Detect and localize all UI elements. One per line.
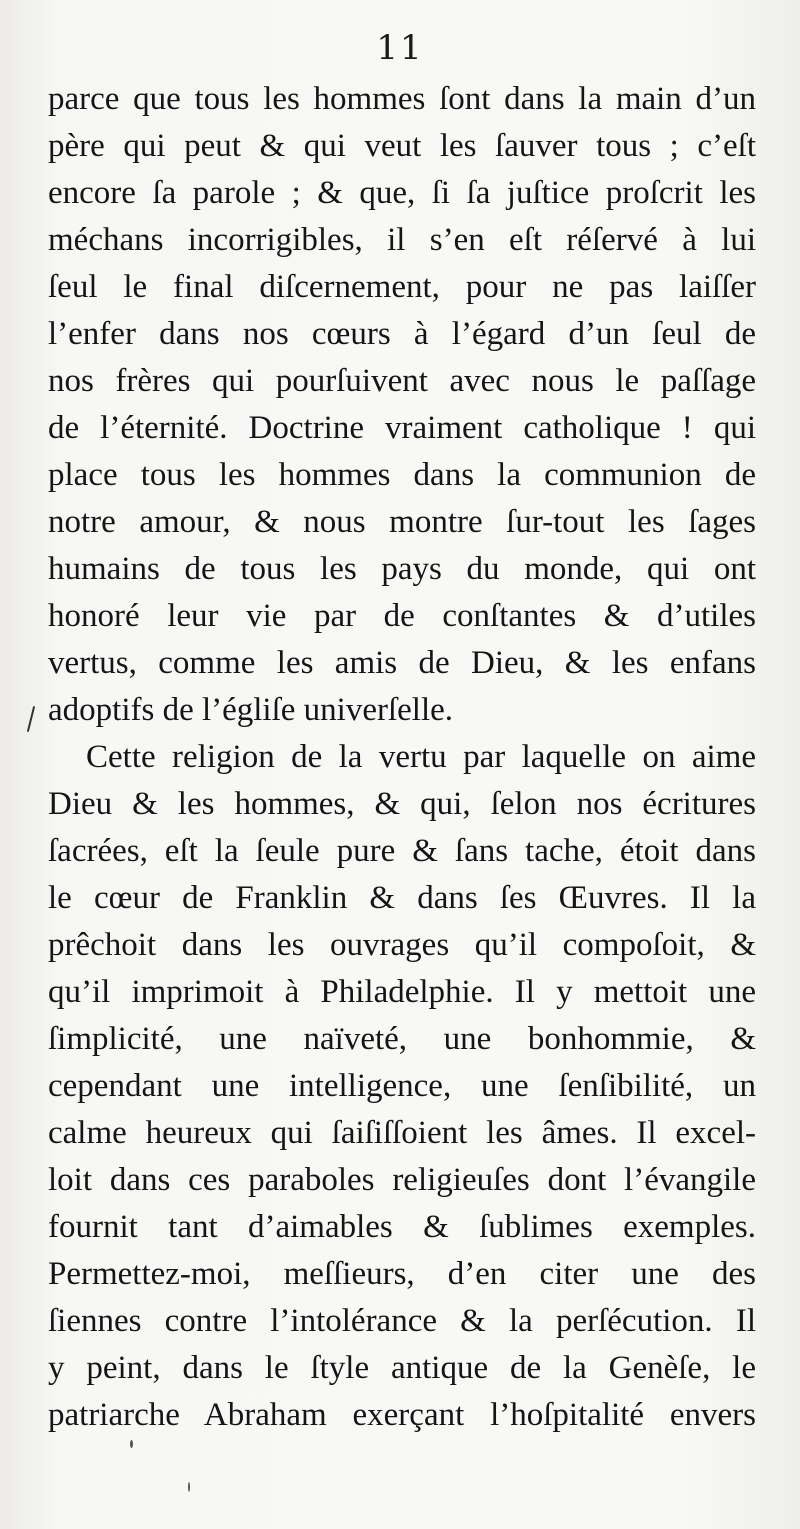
text-line: de l’éternité. Doctrine vraiment catholique ! qui	[48, 410, 756, 446]
text-line: ſiennes contre l’intolérance & la perſécution. Il	[48, 1303, 756, 1339]
text-line: calme heureux qui ſaiſiſſoient les âmes. Il excel-	[48, 1115, 756, 1151]
text-line: cependant une intelligence, une ſenſibilité, un	[48, 1068, 756, 1104]
text-line: humains de tous les pays du monde, qui ont	[48, 551, 756, 587]
text-line: le cœur de Franklin & dans ſes Œuvres. Il la	[48, 880, 756, 916]
text-line: prêchoit dans les ouvrages qu’il compoſoit, &	[48, 927, 756, 963]
text-line: notre amour, & nous montre ſur-tout les ſages	[48, 504, 756, 540]
text-line: ſeul le final diſcernement, pour ne pas laiſſer	[48, 269, 756, 305]
text-line: parce que tous les hommes ſont dans la main d’un	[48, 81, 756, 117]
text-line: l’enfer dans nos cœurs à l’égard d’un ſeul de	[48, 316, 756, 352]
text-line: place tous les hommes dans la communion de	[48, 457, 756, 493]
ink-speck	[130, 1440, 133, 1448]
text-line: méchans incorrigibles, il s’en eſt réſervé à lui	[48, 222, 756, 258]
ink-speck	[188, 1482, 190, 1492]
text-line: loit dans ces paraboles religieuſes dont l’évangile	[48, 1162, 756, 1198]
text-line: y peint, dans le ſtyle antique de la Genèſe, le	[48, 1350, 756, 1386]
text-line: Dieu & les hommes, & qui, ſelon nos écritures	[48, 786, 756, 822]
text-line: ſacrées, eſt la ſeule pure & ſans tache, étoit dans	[48, 833, 756, 869]
margin-mark	[27, 706, 35, 732]
text-line: encore ſa parole ; & que, ſi ſa juſtice proſcrit les	[48, 175, 756, 211]
text-line: Permettez-moi, meſſieurs, d’en citer une des	[48, 1256, 756, 1292]
text-line: honoré leur vie par de conſtantes & d’utiles	[48, 598, 756, 634]
body-text	[48, 76, 756, 1439]
text-line: qu’il imprimoit à Philadelphie. Il y mettoit une	[48, 974, 756, 1010]
text-line: père qui peut & qui veut les ſauver tous ; c’eſt	[48, 128, 756, 164]
paragraph-start-line: Cette religion de la vertu par laquelle on aime	[86, 739, 756, 775]
text-line: patriarche Abraham exerçant l’hoſpitalité envers	[48, 1397, 756, 1433]
text-line: vertus, comme les amis de Dieu, & les enfans	[48, 645, 756, 681]
text-line: nos frères qui pourſuivent avec nous le paſſage	[48, 363, 756, 399]
paragraph-end-line: adoptifs de l’égliſe univerſelle.	[48, 692, 454, 728]
page-number: 11	[376, 28, 424, 68]
text-line: fournit tant d’aimables & ſublimes exemples.	[48, 1209, 756, 1245]
text-line: ſimplicité, une naïveté, une bonhommie, &	[48, 1021, 756, 1057]
